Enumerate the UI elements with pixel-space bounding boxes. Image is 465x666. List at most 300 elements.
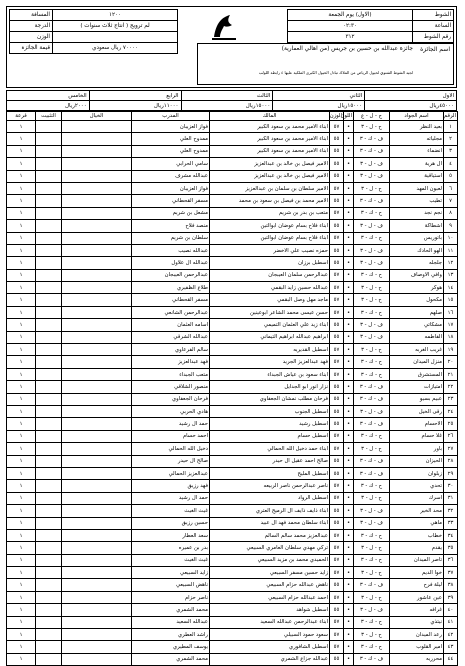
cell-confirmation: [36, 182, 62, 194]
cell-sex-age: ف - ك - ٣: [354, 393, 390, 405]
cell-horse: غرافه: [390, 604, 444, 616]
cell-confirmation: [36, 195, 62, 207]
cell-weight: ٥٧: [330, 269, 344, 281]
cell-draw: ١: [7, 455, 36, 467]
cell-horse: رعد الميدان: [390, 629, 444, 641]
cell-weight: ٥٧: [330, 591, 344, 603]
cell-weight: ٥٥: [330, 319, 344, 331]
col-sex-age: ج - ل - ع: [354, 112, 390, 121]
cell-trainer: ممدوح العلي: [132, 145, 210, 157]
cell-trainer: فواز العزيبان: [132, 182, 210, 194]
cell-number: ٣٧: [444, 567, 458, 579]
cell-number: ٣٢: [444, 505, 458, 517]
cell-jockey: [62, 133, 132, 145]
cell-color: •: [344, 418, 354, 430]
cell-weight: ٥٧: [330, 430, 344, 442]
cell-confirmation: [36, 529, 62, 541]
cell-number: ١١: [444, 244, 458, 256]
cell-owner: ابناء فلاح بسام عوضان ابوالتين: [210, 220, 330, 232]
cell-jockey: [62, 517, 132, 529]
cell-sex-age: ف - ك - ٣: [354, 418, 390, 430]
race-info-table: [287, 9, 454, 43]
prize-5-label: الخامس: [7, 91, 90, 101]
table-row: [7, 616, 458, 628]
cell-jockey: [62, 306, 132, 318]
table-row: [7, 604, 458, 616]
cell-weight: ٥٧: [330, 443, 344, 455]
cell-sex-age: ف - ك - ٣: [354, 579, 390, 591]
cell-horse: محرريه: [390, 653, 444, 665]
cell-draw: ١: [7, 467, 36, 479]
cell-number: ٣٨: [444, 579, 458, 591]
cell-jockey: [62, 182, 132, 194]
cell-draw: ١: [7, 232, 36, 244]
cell-confirmation: [36, 492, 62, 504]
cell-confirmation: [36, 269, 62, 281]
cell-weight: ٥٥: [330, 133, 344, 145]
table-row: [7, 430, 458, 442]
cell-owner: اسطبل رشيد: [210, 418, 330, 430]
cell-owner: عبدالله حسين زايد البقمي: [210, 282, 330, 294]
cell-horse: يقدم: [390, 542, 444, 554]
cell-trainer: محمد الشمري: [132, 653, 210, 665]
cell-confirmation: [36, 244, 62, 256]
entries-table: [6, 111, 458, 666]
cell-color: •: [344, 443, 354, 455]
cell-jockey: [62, 195, 132, 207]
cell-confirmation: [36, 356, 62, 368]
cell-color: •: [344, 356, 354, 368]
cell-weight: ٥٧: [330, 121, 344, 133]
table-row: [7, 306, 458, 318]
cell-sex-age: ح - ك - ٣: [354, 616, 390, 628]
cell-draw: ١: [7, 443, 36, 455]
col-owner: المالك: [210, 112, 330, 121]
cell-trainer: زايد السبيعي: [132, 567, 210, 579]
cell-weight: ٥٥: [330, 653, 344, 665]
cell-weight: ٥٧: [330, 294, 344, 306]
cell-jockey: [62, 121, 132, 133]
cell-draw: ١: [7, 653, 36, 665]
cell-draw: ١: [7, 529, 36, 541]
cell-horse: انضماء: [390, 145, 444, 157]
cell-horse: الفاطمه: [390, 331, 444, 343]
cell-sex-age: ح - ل - ٣: [354, 492, 390, 504]
cell-horse: باتوريس: [390, 232, 444, 244]
cell-jockey: [62, 418, 132, 430]
cell-color: •: [344, 641, 354, 653]
cell-confirmation: [36, 567, 62, 579]
cell-horse: اسرك: [390, 492, 444, 504]
cell-trainer: بدر بن عميره: [132, 542, 210, 554]
cell-owner: سعود حمود السبيلي: [210, 629, 330, 641]
table-row: [7, 319, 458, 331]
cell-trainer: سعد العطار: [132, 529, 210, 541]
cell-number: ٣٤: [444, 529, 458, 541]
cell-trainer: عبدالله السعيد: [132, 616, 210, 628]
cell-trainer: ناصر حزام: [132, 591, 210, 603]
cell-confirmation: [36, 381, 62, 393]
cell-trainer: سلطان بن شريم: [132, 232, 210, 244]
cell-weight: ٥٧: [330, 306, 344, 318]
cell-color: •: [344, 207, 354, 219]
cell-owner: الامير فيصل بن خالد بن عبدالعزيز: [210, 158, 330, 170]
cell-confirmation: [36, 542, 62, 554]
cell-weight: ٥٧: [330, 554, 344, 566]
cell-color: •: [344, 232, 354, 244]
weight-label: الوزن: [10, 32, 53, 43]
cell-number: ٣٥: [444, 542, 458, 554]
cell-color: •: [344, 294, 354, 306]
cell-weight: ٥٧: [330, 480, 344, 492]
cell-owner: ابناء الامير محمد بن سعود الكبير: [210, 133, 330, 145]
cell-owner: ابناء عبدالرحمن عبدالله السعيد: [210, 616, 330, 628]
cell-weight: ٥٧: [330, 356, 344, 368]
cell-weight: ٥٥: [330, 381, 344, 393]
cell-jockey: [62, 405, 132, 417]
table-row: [7, 529, 458, 541]
cell-draw: ١: [7, 244, 36, 256]
cell-confirmation: [36, 133, 62, 145]
cell-owner: اسطبل القديريه: [210, 344, 330, 356]
cell-color: •: [344, 145, 354, 157]
cell-sex-age: ح - ك - ٣: [354, 269, 390, 281]
cell-weight: ٥٧: [330, 232, 344, 244]
cell-trainer: فهد عبدالعزيز: [132, 356, 210, 368]
cell-number: ١٧: [444, 319, 458, 331]
cell-owner: اسطبل حسام: [210, 430, 330, 442]
cell-color: •: [344, 567, 354, 579]
cell-number: ٣٠: [444, 480, 458, 492]
cell-color: •: [344, 591, 354, 603]
cell-trainer: مسفر القحطاني: [132, 294, 210, 306]
table-row: [7, 158, 458, 170]
cell-horse: عبيم بسيو: [390, 393, 444, 405]
cell-number: ١٢: [444, 257, 458, 269]
prize-2-label: الثاني: [273, 91, 365, 101]
cell-horse: بعيد النظر: [390, 121, 444, 133]
cell-horse: استياقية: [390, 170, 444, 182]
prize-3-value: ١٥٠٠٠ريال: [181, 101, 273, 111]
cell-horse: ليلة فرح: [390, 579, 444, 591]
cell-confirmation: [36, 604, 62, 616]
cell-draw: ١: [7, 492, 36, 504]
table-row: [7, 282, 458, 294]
cell-draw: ١: [7, 418, 36, 430]
cell-number: ١٦: [444, 306, 458, 318]
cell-trainer: عبدالله مشرف: [132, 170, 210, 182]
cell-confirmation: [36, 121, 62, 133]
cell-number: ٩: [444, 220, 458, 232]
cell-jockey: [62, 604, 132, 616]
cell-weight: ٥٧: [330, 182, 344, 194]
table-row: [7, 467, 458, 479]
cell-color: •: [344, 306, 354, 318]
grade-value: لم ترويج ( انتاج ثلاث سنوات ): [53, 21, 178, 32]
cell-number: ٥: [444, 170, 458, 182]
cell-owner: ناهض عبدالله حزام السبيعي: [210, 579, 330, 591]
cell-sex-age: ح - ل - ٣: [354, 294, 390, 306]
cell-draw: ١: [7, 220, 36, 232]
cell-number: ٢٨: [444, 455, 458, 467]
cell-color: •: [344, 133, 354, 145]
cell-number: ١: [444, 121, 458, 133]
cell-weight: ٥٥: [330, 467, 344, 479]
cell-trainer: دخيل الله الحمالي: [132, 443, 210, 455]
cell-number: ٢٢: [444, 381, 458, 393]
cell-horse: المستشرق: [390, 368, 444, 380]
cell-confirmation: [36, 467, 62, 479]
cell-sex-age: ح - ل - ٣: [354, 591, 390, 603]
cell-weight: ٥٧: [330, 368, 344, 380]
cell-trainer: عبدالرحمن الشانعي: [132, 306, 210, 318]
cell-color: •: [344, 182, 354, 194]
cell-trainer: فواز العزيبان: [132, 121, 210, 133]
time-value: ٠٢:٣٠: [288, 21, 413, 32]
cell-weight: ٥٥: [330, 158, 344, 170]
cell-draw: ١: [7, 133, 36, 145]
cell-color: •: [344, 393, 354, 405]
prize-distribution-table: [6, 90, 457, 111]
cell-color: •: [344, 282, 354, 294]
cell-trainer: ممدوح العلي: [132, 133, 210, 145]
race-conditions-table: [9, 9, 178, 54]
cell-weight: ٥٧: [330, 207, 344, 219]
cell-weight: ٥٧: [330, 492, 344, 504]
cell-confirmation: [36, 170, 62, 182]
table-row: [7, 641, 458, 653]
cell-trainer: صالح ال حيدر: [132, 455, 210, 467]
cell-trainer: عبدالله ال علاول: [132, 257, 210, 269]
cell-confirmation: [36, 616, 62, 628]
cell-horse: وافي الاوصاف: [390, 269, 444, 281]
cell-draw: ١: [7, 368, 36, 380]
cell-trainer: حسين رزيق: [132, 517, 210, 529]
cell-weight: ٥٧: [330, 344, 344, 356]
cell-number: ٨: [444, 207, 458, 219]
cell-horse: الحيزان: [390, 455, 444, 467]
cell-sex-age: ف - ك - ٣: [354, 145, 390, 157]
table-row: [7, 629, 458, 641]
cell-sex-age: ف - ك - ٣: [354, 653, 390, 665]
cell-jockey: [62, 158, 132, 170]
cell-horse: لعبون المهد: [390, 182, 444, 194]
cell-trainer: محمد الشمري: [132, 604, 210, 616]
cell-jockey: [62, 455, 132, 467]
cell-number: ٣٩: [444, 591, 458, 603]
cell-color: •: [344, 195, 354, 207]
col-weight: الوزن: [329, 113, 342, 119]
cell-confirmation: [36, 405, 62, 417]
col-number: الرقم: [443, 113, 456, 119]
cell-sex-age: ح - ك - ٣: [354, 641, 390, 653]
cell-jockey: [62, 567, 132, 579]
cell-weight: ٥٧: [330, 641, 344, 653]
cell-sex-age: ف - ل - ٣: [354, 319, 390, 331]
cell-draw: ١: [7, 517, 36, 529]
cell-confirmation: [36, 368, 62, 380]
cell-draw: ١: [7, 121, 36, 133]
cell-jockey: [62, 381, 132, 393]
cell-number: ٤٤: [444, 653, 458, 665]
cell-confirmation: [36, 158, 62, 170]
cell-draw: ١: [7, 306, 36, 318]
cell-draw: ١: [7, 195, 36, 207]
cell-draw: ١: [7, 579, 36, 591]
cell-confirmation: [36, 455, 62, 467]
cell-horse: خوا الديم: [390, 567, 444, 579]
cell-weight: ٥٥: [330, 220, 344, 232]
cell-sex-age: ف - ل - ٣: [354, 331, 390, 343]
cell-trainer: حمد ال رشيد: [132, 492, 210, 504]
cell-number: ١٤: [444, 282, 458, 294]
cell-color: •: [344, 331, 354, 343]
cell-weight: ٥٥: [330, 244, 344, 256]
cell-number: ١٠: [444, 232, 458, 244]
cell-number: ٦: [444, 182, 458, 194]
table-row: [7, 443, 458, 455]
table-row: [7, 170, 458, 182]
cell-draw: ١: [7, 319, 36, 331]
cell-draw: ١: [7, 430, 36, 442]
cell-weight: ٥٧: [330, 629, 344, 641]
grade-label: الدرجة: [10, 21, 53, 32]
cell-owner: ابراهيم عبدالله ابراهيم التيماني: [210, 331, 330, 343]
cell-draw: ١: [7, 405, 36, 417]
cell-color: •: [344, 344, 354, 356]
cell-owner: الامير فيصل بن خالد بن عبدالعزيز: [210, 170, 330, 182]
race-value: (الاول) يوم الجمعة: [288, 10, 413, 21]
cell-horse: صلهم: [390, 306, 444, 318]
table-row: [7, 121, 458, 133]
cell-sex-age: ح - ك - ٣: [354, 554, 390, 566]
table-row: [7, 393, 458, 405]
cell-horse: هوكر: [390, 282, 444, 294]
cell-sex-age: ف - ك - ٣: [354, 381, 390, 393]
cell-owner: ابناء فلاح بسام عوضان ابوالتين: [210, 232, 330, 244]
race-number-label: رقم الشوط: [413, 32, 454, 43]
cell-horse: الاحسام: [390, 418, 444, 430]
cell-number: ٣٣: [444, 517, 458, 529]
prize-2-value: ١٥٠٠٠ريال: [273, 101, 365, 111]
table-row: [7, 579, 458, 591]
table-row: [7, 492, 458, 504]
cell-jockey: [62, 653, 132, 665]
cell-trainer: منصد فلاح: [132, 220, 210, 232]
cell-sex-age: ح - ك - ٣: [354, 368, 390, 380]
prize-label: قيمة الجائزة: [10, 43, 53, 54]
cell-trainer: هادي الحربي: [132, 405, 210, 417]
cell-color: •: [344, 269, 354, 281]
cell-owner: زايد حسين مسفر السبيعي: [210, 567, 330, 579]
prize-5-value: ٢٠٠٠ريال: [7, 101, 90, 111]
cell-confirmation: [36, 554, 62, 566]
cell-trainer: عبدالله نصيب: [132, 244, 210, 256]
cell-trainer: عبدالله الشرقي: [132, 331, 210, 343]
weight-value: [53, 32, 178, 43]
cell-horse: تطيب: [390, 195, 444, 207]
distance-value: ١٢٠٠: [53, 10, 178, 21]
cell-horse: اشطاكة: [390, 220, 444, 232]
cell-confirmation: [36, 294, 62, 306]
table-row: [7, 145, 458, 157]
table-row: [7, 182, 458, 194]
cell-owner: اسطبل شواهد: [210, 604, 330, 616]
prize-name-label: اسم الجائزة: [420, 46, 450, 53]
cell-draw: ١: [7, 629, 36, 641]
cell-draw: ١: [7, 641, 36, 653]
cell-sex-age: ف - ل - ٣: [354, 505, 390, 517]
cell-number: ٤٣: [444, 641, 458, 653]
cell-draw: ١: [7, 505, 36, 517]
cell-weight: ٥٥: [330, 393, 344, 405]
cell-trainer: سالم الفرعاوي: [132, 344, 210, 356]
cell-weight: ٥٧: [330, 529, 344, 541]
table-row: [7, 195, 458, 207]
cell-jockey: [62, 170, 132, 182]
cell-horse: منزل الميدان: [390, 356, 444, 368]
cell-jockey: [62, 207, 132, 219]
cell-owner: اسطبل المليح: [210, 467, 330, 479]
cell-owner: احمد عبدالله حزام السبيعي: [210, 591, 330, 603]
club-emblem-icon: [210, 11, 238, 41]
cell-weight: ٥٧: [330, 542, 344, 554]
table-row: [7, 269, 458, 281]
cell-trainer: فرحان الجعفاوي: [132, 393, 210, 405]
cell-confirmation: [36, 480, 62, 492]
cell-sex-age: ح - ك - ٣: [354, 356, 390, 368]
cell-confirmation: [36, 653, 62, 665]
cell-horse: غريب الغربه: [390, 344, 444, 356]
prize-1-label: الاول: [365, 91, 457, 101]
cell-horse: محد الخير: [390, 505, 444, 517]
cell-confirmation: [36, 306, 62, 318]
cell-color: •: [344, 480, 354, 492]
prize-3-label: الثالث: [181, 91, 273, 101]
cell-trainer: غيث الغيث: [132, 505, 210, 517]
cell-draw: ١: [7, 170, 36, 182]
cell-horse: زبلوان: [390, 467, 444, 479]
cell-draw: ١: [7, 356, 36, 368]
cell-owner: ابناء سلطان محمد فهد ال عبيد: [210, 517, 330, 529]
cell-jockey: [62, 331, 132, 343]
cell-jockey: [62, 616, 132, 628]
cell-sex-age: ح - ل - ٣: [354, 282, 390, 294]
cell-number: ٤١: [444, 616, 458, 628]
cell-sex-age: ف - ل - ٣: [354, 170, 390, 182]
cell-owner: نزار انور ابو الجدايل: [210, 381, 330, 393]
col-draw: قرعة: [7, 112, 36, 121]
cell-draw: ١: [7, 158, 36, 170]
cell-confirmation: [36, 282, 62, 294]
cell-confirmation: [36, 220, 62, 232]
cell-number: ٤٠: [444, 604, 458, 616]
cell-owner: تركي مهدي سلطان العامري السبيعي: [210, 542, 330, 554]
cell-jockey: [62, 282, 132, 294]
cell-color: •: [344, 542, 354, 554]
cell-sex-age: ح - ل - ٣: [354, 629, 390, 641]
cell-weight: ٥٥: [330, 257, 344, 269]
cell-draw: ١: [7, 480, 36, 492]
race-header: [6, 6, 457, 88]
prize-1-value: ٤٥٠٠٠ريال: [365, 101, 457, 111]
cell-owner: حسن عيسى محمد الشاعر ابوعينين: [210, 306, 330, 318]
cell-sex-age: ح - ك - ٣: [354, 529, 390, 541]
cell-color: •: [344, 430, 354, 442]
cell-weight: ٥٥: [330, 505, 344, 517]
cell-sex-age: ف - ل - ٣: [354, 517, 390, 529]
cell-horse: الهو الحادك: [390, 244, 444, 256]
